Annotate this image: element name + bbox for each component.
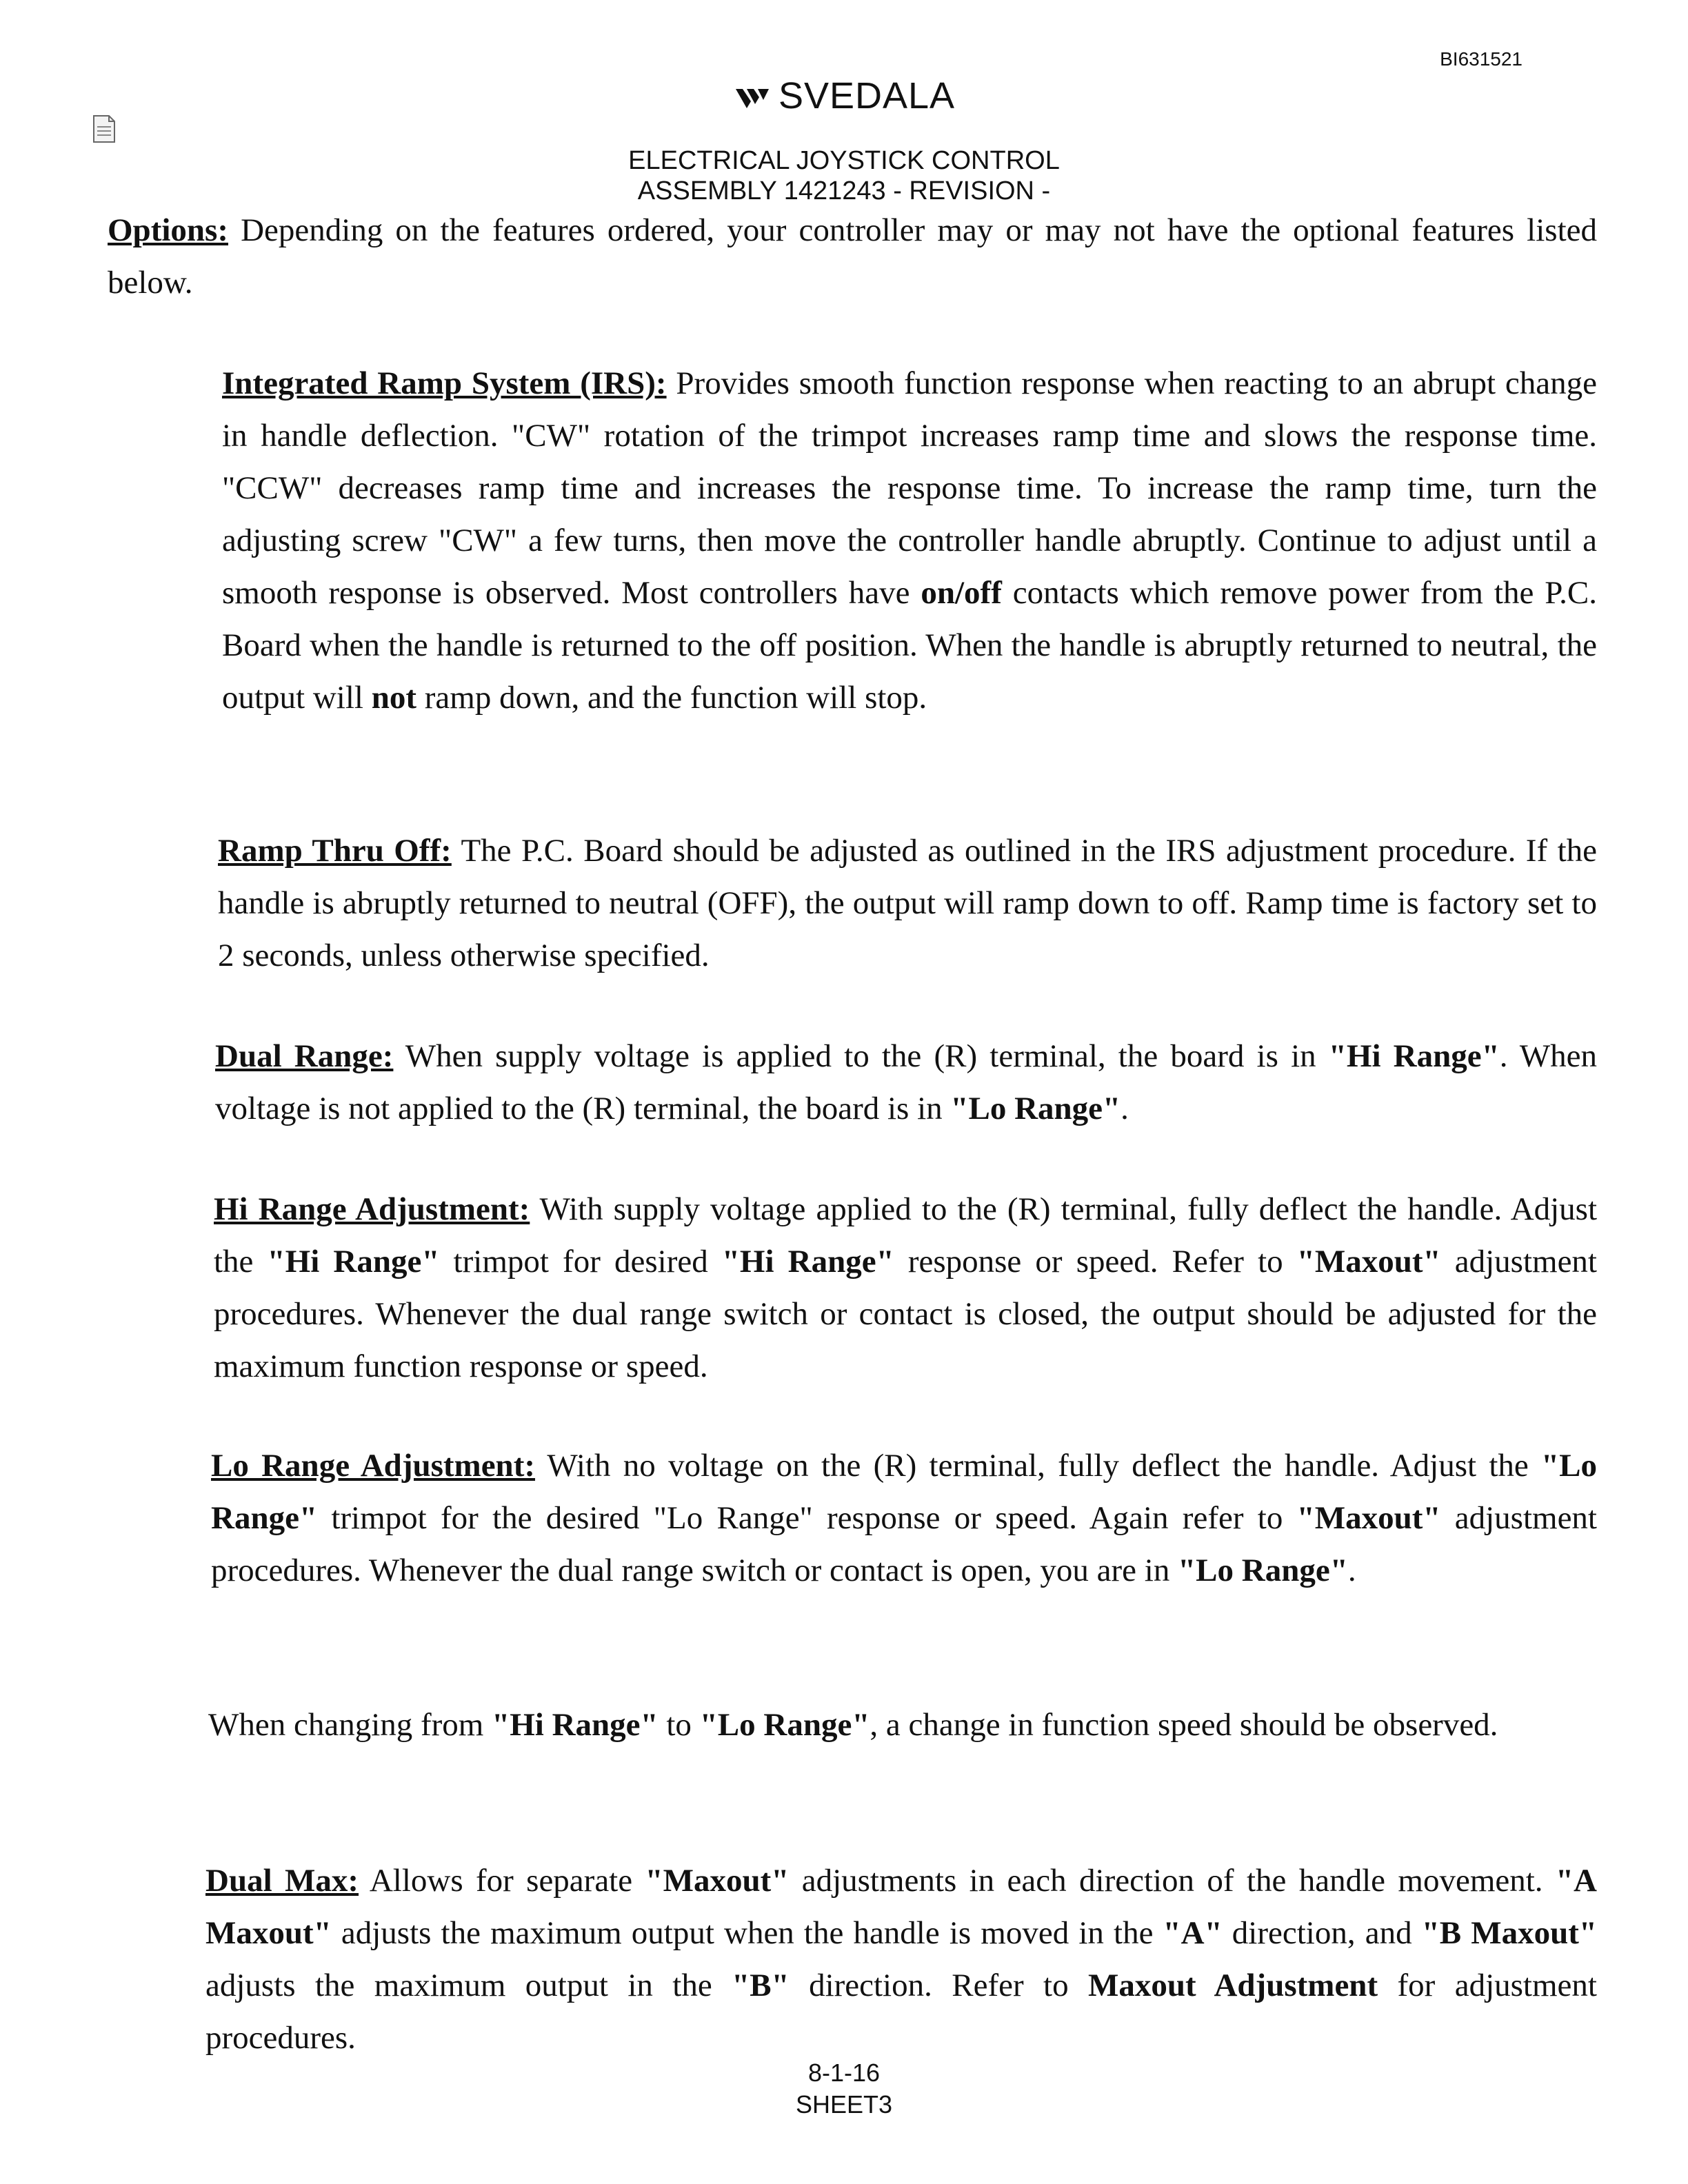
range-change-paragraph: When changing from "Hi Range" to "Lo Range", a change in function speed should be observed. <box>208 1707 1498 1743</box>
brand-name: SVEDALA <box>778 75 956 117</box>
document-id: BI631521 <box>1440 48 1523 70</box>
hi-range-adjustment-paragraph: Hi Range Adjustment: With supply voltage applied to the (R) terminal, fully deflect the handle. Adjust the "Hi Range" trimpot for desired "Hi Range" response or speed. Refer to "Maxout" adjustment procedures. Whenever the dual range switch or contact is closed, the output should be adjusted for the maximum function response or speed. <box>214 1191 1598 1384</box>
footer-sheet: SHEET3 <box>795 2090 893 2119</box>
svedala-logo-icon <box>733 85 774 112</box>
document-subtitle: ASSEMBLY 1421243 - REVISION - <box>637 176 1051 205</box>
document-title: ELECTRICAL JOYSTICK CONTROL <box>628 146 1060 175</box>
irs-heading: Integrated Ramp System (IRS): <box>222 365 667 401</box>
dual-range-heading: Dual Range: <box>215 1038 394 1074</box>
lo-range-adjustment-heading: Lo Range Adjustment: <box>211 1448 536 1484</box>
hi-range-adjustment-heading: Hi Range Adjustment: <box>214 1191 530 1227</box>
dual-range-paragraph: Dual Range: When supply voltage is applied to the (R) terminal, the board is in "Hi Range". When voltage is not applied to the (R) terminal, the board is in "Lo Range". <box>215 1038 1598 1126</box>
ramp-thru-off-heading: Ramp Thru Off: <box>218 833 452 869</box>
options-heading: Options: <box>108 212 228 248</box>
footer-date: 8-1-16 <box>807 2059 881 2087</box>
dual-max-heading: Dual Max: <box>205 1863 359 1899</box>
svedala-logo <box>0 74 1688 117</box>
lo-range-adjustment-paragraph: Lo Range Adjustment: With no voltage on the (R) terminal, fully deflect the handle. Adjust the "Lo Range" trimpot for the desired "Lo Range" response or speed. Again refer to "Maxout" adjustment procedures. Whenever the dual range switch or contact is open, you are in "Lo Range". <box>211 1448 1597 1588</box>
options-paragraph: Options: Depending on the features ordered, your controller may or may not have the optional features listed below. <box>108 212 1597 301</box>
irs-paragraph: Integrated Ramp System (IRS): Provides smooth function response when reacting to an abrupt change in handle deflection. "CW" rotation of the trimpot increases ramp time and slows the response time. "CCW" decreases ramp time and increases the response time. To increase the ramp time, turn the adjusting screw "CW" a few turns, then move the controller handle abruptly. Continue to adjust until a smooth response is observed. Most controllers have on/off contacts which remove power from the P.C. Board when the handle is returned to the off position. When the handle is abruptly returned to neutral, the output will not ramp down, and the function will stop. <box>222 365 1598 716</box>
dual-max-paragraph: Dual Max: Allows for separate "Maxout" adjustments in each direction of the handle movement. "A Maxout" adjusts the maximum output when the handle is moved in the "A" direction, and "B Maxout" adjusts the maximum output in the "B" direction. Refer to Maxout Adjustment for adjustment procedures. <box>205 1863 1597 2056</box>
document-icon <box>92 114 116 143</box>
ramp-thru-off-paragraph: Ramp Thru Off: The P.C. Board should be adjusted as outlined in the IRS adjustment procedure. If the handle is abruptly returned to neutral (OFF), the output will ramp down to off. Ramp time is factory set to 2 seconds, unless otherwise specified. <box>218 833 1597 973</box>
